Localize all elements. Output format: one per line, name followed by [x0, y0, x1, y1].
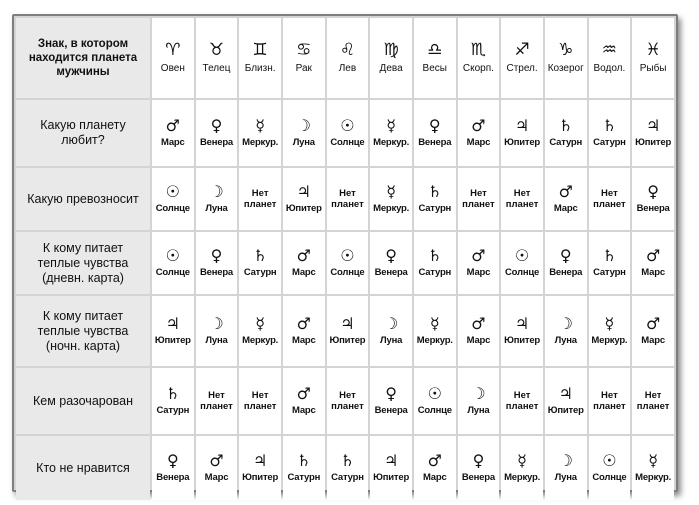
- planet-name: Марс: [291, 267, 316, 278]
- zodiac-sign-icon: ♊: [252, 40, 268, 60]
- sign-header: [239, 18, 281, 98]
- planet-symbol-icon: ♀: [559, 246, 572, 265]
- table-cell: [370, 232, 412, 294]
- planet-symbol-icon: ☿: [429, 314, 440, 333]
- sign-header: [632, 18, 674, 98]
- planet-symbol-icon: ♄: [558, 116, 573, 135]
- table-cell: [545, 168, 587, 230]
- table-cell: [196, 436, 238, 500]
- table-cell: [589, 436, 631, 500]
- sign-name: Рыбы: [639, 63, 667, 74]
- table-cell: [501, 232, 543, 294]
- planet-name: Луна: [380, 335, 403, 346]
- planet-symbol-icon: ♃: [514, 116, 530, 135]
- table-cell: [632, 168, 674, 230]
- planet-symbol-icon: ☿: [517, 451, 527, 470]
- planet-name: Марс: [466, 137, 491, 148]
- table-row: [16, 296, 674, 366]
- planet-symbol-icon: ☉: [340, 246, 355, 265]
- planet-name: Солнце: [330, 137, 365, 148]
- table-cell: [414, 436, 456, 500]
- planet-symbol-icon: ☿: [255, 314, 266, 333]
- corner-header: Знак, в котором находится планета мужчины: [16, 18, 150, 98]
- sign-name: Дева: [379, 63, 403, 74]
- planet-name: Солнце: [155, 203, 190, 214]
- planet-symbol-icon: ♄: [602, 246, 617, 265]
- table-cell: [414, 368, 456, 434]
- planet-name: Марс: [204, 472, 229, 483]
- table-cell: [196, 368, 238, 434]
- zodiac-sign-icon: ♐: [514, 40, 530, 60]
- planet-symbol-icon: ♀: [385, 246, 397, 265]
- table-cell: [501, 296, 543, 366]
- planet-name: Юпитер: [635, 137, 672, 148]
- planet-name: Венера: [199, 267, 234, 278]
- table-row: [16, 368, 674, 434]
- no-planet-text: Нет: [601, 188, 618, 199]
- planet-symbol-icon: ♂: [471, 314, 486, 333]
- table-cell: [370, 100, 412, 166]
- table-cell: [632, 232, 674, 294]
- no-planet-text: Нет: [601, 390, 618, 401]
- zodiac-sign-icon: ♑: [558, 40, 574, 60]
- no-planet-text: Нет: [208, 390, 225, 401]
- planet-symbol-icon: ♄: [252, 246, 268, 265]
- planet-symbol-icon: ♂: [296, 384, 311, 403]
- table-cell: [632, 436, 674, 500]
- planet-name: Солнце: [155, 267, 190, 278]
- no-planet-text: планет: [505, 401, 539, 412]
- table-cell: [545, 296, 587, 366]
- planet-symbol-icon: ♀: [210, 116, 223, 135]
- table-cell: [239, 368, 281, 434]
- table-cell: [327, 436, 369, 500]
- table-cell: [458, 368, 500, 434]
- table-cell: [632, 368, 674, 434]
- planet-symbol-icon: ♄: [602, 116, 617, 135]
- planet-symbol-icon: ☽: [558, 451, 573, 470]
- planet-name: Сатурн: [243, 267, 277, 278]
- no-planet-text: Нет: [251, 188, 269, 199]
- no-planet-text: планет: [462, 199, 495, 210]
- planet-name: Меркур.: [373, 203, 410, 214]
- planet-name: Венера: [199, 137, 234, 148]
- planet-symbol-icon: ☽: [209, 182, 224, 201]
- planet-name: Сатурн: [287, 472, 321, 483]
- planet-name: Венера: [461, 472, 495, 483]
- table-cell: [589, 168, 631, 230]
- zodiac-sign-icon: ♉: [208, 40, 225, 60]
- row-label: Кем разочарован: [16, 368, 150, 434]
- no-planet-text: планет: [505, 199, 539, 210]
- planet-name: Меркур.: [242, 335, 279, 346]
- table-row: [16, 436, 674, 500]
- planet-name: Марс: [466, 335, 491, 346]
- table-cell: [327, 368, 369, 434]
- zodiac-sign-icon: ♍: [383, 40, 399, 60]
- no-planet-text: Нет: [339, 390, 356, 401]
- sign-header: [327, 18, 369, 98]
- no-planet-text: планет: [331, 401, 364, 412]
- table-cell: [327, 296, 369, 366]
- planet-name: Венера: [156, 472, 190, 483]
- table-cell: [283, 296, 325, 366]
- planet-name: Солнце: [505, 267, 540, 278]
- planet-name: Меркур.: [373, 137, 410, 148]
- planet-symbol-icon: ☉: [514, 246, 530, 265]
- table-cell: [370, 168, 412, 230]
- planet-name: Сатурн: [331, 472, 364, 483]
- planet-name: Солнце: [330, 267, 365, 278]
- planet-name: Солнце: [592, 472, 627, 483]
- sign-name: Близн.: [244, 63, 276, 74]
- planet-symbol-icon: ♃: [252, 451, 268, 470]
- planet-symbol-icon: ♂: [558, 182, 573, 201]
- planet-symbol-icon: ♄: [340, 451, 355, 470]
- planet-symbol-icon: ☉: [427, 384, 442, 403]
- no-planet-text: планет: [243, 401, 277, 412]
- table-cell: [458, 100, 500, 166]
- planet-symbol-icon: ♀: [385, 384, 397, 403]
- planet-name: Сатурн: [418, 203, 452, 214]
- table-cell: [152, 168, 194, 230]
- sign-header: [414, 18, 456, 98]
- planet-name: Марс: [291, 405, 316, 416]
- table-row: [16, 232, 674, 294]
- table-cell: [458, 296, 500, 366]
- planet-symbol-icon: ♀: [210, 246, 223, 265]
- planet-name: Юпитер: [242, 472, 279, 483]
- planet-symbol-icon: ♂: [296, 314, 311, 333]
- planet-symbol-icon: ♄: [427, 246, 442, 265]
- table-cell: [632, 100, 674, 166]
- table-cell: [370, 296, 412, 366]
- no-planet-text: Нет: [644, 390, 662, 401]
- planet-name: Венера: [374, 405, 408, 416]
- planet-symbol-icon: ☽: [383, 314, 399, 333]
- row-label: Какую планету любит?: [16, 100, 150, 166]
- planet-name: Луна: [554, 472, 577, 483]
- planet-name: Юпитер: [154, 335, 191, 346]
- zodiac-sign-icon: ♋: [296, 40, 312, 60]
- table-cell: [283, 368, 325, 434]
- planet-name: Сатурн: [418, 267, 452, 278]
- planet-name: Венера: [374, 267, 408, 278]
- no-planet-text: планет: [243, 199, 277, 210]
- no-planet-text: Нет: [251, 390, 269, 401]
- planet-symbol-icon: ☿: [386, 182, 397, 201]
- table-cell: [589, 100, 631, 166]
- planet-name: Луна: [205, 203, 228, 214]
- planet-name: Марс: [291, 335, 316, 346]
- table-row: [16, 100, 674, 166]
- planet-symbol-icon: ♃: [296, 182, 311, 201]
- planet-symbol-icon: ♄: [296, 451, 311, 470]
- table-cell: [152, 296, 194, 366]
- zodiac-sign-icon: ♏: [470, 40, 487, 60]
- table-cell: [589, 296, 631, 366]
- zodiac-sign-icon: ♌: [339, 40, 356, 60]
- planet-name: Сатурн: [593, 267, 626, 278]
- planet-symbol-icon: ♀: [166, 451, 179, 470]
- planet-symbol-icon: ☽: [296, 116, 311, 135]
- planet-symbol-icon: ♂: [471, 246, 486, 265]
- table-cell: [152, 368, 194, 434]
- planet-symbol-icon: ☽: [558, 314, 573, 333]
- table-cell: [239, 168, 281, 230]
- planet-symbol-icon: ♂: [645, 246, 661, 265]
- table-cell: [414, 296, 456, 366]
- planet-name: Юпитер: [504, 335, 541, 346]
- table-cell: [327, 232, 369, 294]
- planet-name: Сатурн: [549, 137, 583, 148]
- planet-name: Меркур.: [416, 335, 453, 346]
- zodiac-sign-icon: ♎: [427, 40, 443, 60]
- planet-name: Марс: [641, 267, 665, 278]
- planet-symbol-icon: ♃: [383, 451, 399, 470]
- table-cell: [501, 168, 543, 230]
- planet-symbol-icon: ☉: [165, 246, 180, 265]
- planet-symbol-icon: ☿: [386, 116, 397, 135]
- sign-header: [458, 18, 500, 98]
- planet-name: Марс: [422, 472, 447, 483]
- sign-name: Рак: [295, 63, 312, 74]
- planet-symbol-icon: ☿: [604, 314, 615, 333]
- planet-symbol-icon: ♂: [209, 451, 224, 470]
- planet-name: Сатурн: [593, 137, 626, 148]
- zodiac-sign-icon: ♈: [165, 40, 181, 60]
- table-cell: [152, 100, 194, 166]
- planet-symbol-icon: ♂: [427, 451, 442, 470]
- table-row: [16, 168, 674, 230]
- planet-name: Юпитер: [285, 203, 322, 214]
- sign-name: Весы: [422, 63, 447, 74]
- planet-symbol-icon: ☉: [165, 182, 180, 201]
- planet-name: Марс: [641, 335, 665, 346]
- table-cell: [327, 168, 369, 230]
- planet-symbol-icon: ♃: [514, 314, 530, 333]
- planet-name: Меркур.: [504, 472, 541, 483]
- planet-symbol-icon: ♀: [647, 182, 659, 201]
- sign-name: Козерог: [547, 63, 584, 74]
- row-label: К кому питает теплые чувства (ночн. карта): [16, 296, 150, 366]
- zodiac-sign-icon: ♒: [601, 40, 618, 60]
- table-cell: [196, 100, 238, 166]
- no-planet-text: Нет: [470, 188, 487, 199]
- table-cell: [589, 368, 631, 434]
- planet-symbol-icon: ☉: [602, 451, 617, 470]
- sign-header: [370, 18, 412, 98]
- planet-name: Луна: [292, 137, 315, 148]
- planet-symbol-icon: ♄: [427, 182, 442, 201]
- planet-name: Юпитер: [373, 472, 410, 483]
- no-planet-text: Нет: [513, 188, 531, 199]
- planet-name: Меркур.: [591, 335, 628, 346]
- sign-header: [545, 18, 587, 98]
- planet-symbol-icon: ♂: [165, 116, 180, 135]
- header-row: [16, 18, 674, 98]
- no-planet-text: планет: [593, 401, 626, 412]
- sign-name: Телец: [202, 63, 231, 74]
- planet-symbol-icon: ♃: [645, 116, 661, 135]
- sign-header: [589, 18, 631, 98]
- planet-name: Марс: [553, 203, 578, 214]
- sign-header: [283, 18, 325, 98]
- planet-symbol-icon: ☿: [255, 116, 266, 135]
- table-cell: [152, 436, 194, 500]
- no-planet-text: планет: [200, 401, 233, 412]
- planet-symbol-icon: ☽: [471, 384, 486, 403]
- table-cell: [458, 436, 500, 500]
- planet-symbol-icon: ♂: [645, 314, 661, 333]
- planet-symbol-icon: ♃: [165, 314, 180, 333]
- sign-header: [152, 18, 194, 98]
- table-cell: [239, 232, 281, 294]
- planet-symbol-icon: ♃: [340, 314, 355, 333]
- planet-name: Луна: [205, 335, 228, 346]
- row-label: К кому питает теплые чувства (дневн. карта): [16, 232, 150, 294]
- table-cell: [632, 296, 674, 366]
- table-cell: [501, 100, 543, 166]
- planet-name: Солнце: [417, 405, 452, 416]
- planet-symbol-icon: ♀: [472, 451, 485, 470]
- zodiac-sign-icon: ♓: [645, 40, 661, 60]
- sign-header: [501, 18, 543, 98]
- planet-symbol-icon: ♂: [296, 246, 311, 265]
- planet-name: Меркур.: [635, 472, 672, 483]
- sign-name: Овен: [160, 63, 185, 74]
- planet-name: Юпитер: [504, 137, 541, 148]
- planet-name: Луна: [554, 335, 577, 346]
- planet-name: Меркур.: [242, 137, 279, 148]
- table-cell: [239, 100, 281, 166]
- table-cell: [196, 168, 238, 230]
- no-planet-text: планет: [593, 199, 626, 210]
- astrology-table: [14, 16, 676, 502]
- no-planet-text: планет: [636, 401, 670, 412]
- table-cell: [414, 232, 456, 294]
- table-cell: [458, 232, 500, 294]
- table-cell: [545, 436, 587, 500]
- planet-name: Венера: [549, 267, 583, 278]
- row-label: Какую превозносит: [16, 168, 150, 230]
- sign-header: [196, 18, 238, 98]
- planet-name: Сатурн: [156, 405, 190, 416]
- planet-name: Марс: [161, 137, 185, 148]
- no-planet-text: Нет: [513, 390, 531, 401]
- row-label: Кто не нравится: [16, 436, 150, 500]
- table-cell: [327, 100, 369, 166]
- table-cell: [501, 368, 543, 434]
- planet-name: Венера: [418, 137, 452, 148]
- table-cell: [501, 436, 543, 500]
- table-cell: [414, 168, 456, 230]
- astrology-table-frame: [12, 14, 678, 492]
- table-cell: [283, 100, 325, 166]
- table-cell: [545, 100, 587, 166]
- planet-name: Венера: [636, 203, 670, 214]
- planet-name: Юпитер: [329, 335, 366, 346]
- sign-name: Водол.: [593, 63, 626, 74]
- table-cell: [545, 368, 587, 434]
- table-cell: [370, 436, 412, 500]
- sign-name: Стрел.: [506, 63, 538, 74]
- planet-name: Юпитер: [547, 405, 584, 416]
- planet-symbol-icon: ♄: [165, 384, 180, 403]
- planet-symbol-icon: ♂: [471, 116, 486, 135]
- planet-symbol-icon: ♀: [428, 116, 441, 135]
- table-cell: [196, 232, 238, 294]
- table-cell: [152, 232, 194, 294]
- planet-symbol-icon: ☽: [209, 314, 224, 333]
- table-cell: [370, 368, 412, 434]
- planet-symbol-icon: ☿: [648, 451, 659, 470]
- planet-symbol-icon: ☉: [340, 116, 355, 135]
- planet-name: Луна: [467, 405, 490, 416]
- table-cell: [239, 296, 281, 366]
- table-cell: [283, 232, 325, 294]
- no-planet-text: планет: [331, 199, 364, 210]
- table-cell: [414, 100, 456, 166]
- table-cell: [589, 232, 631, 294]
- planet-name: Марс: [466, 267, 491, 278]
- table-cell: [196, 296, 238, 366]
- table-cell: [458, 168, 500, 230]
- sign-name: Лев: [338, 63, 357, 74]
- sign-name: Скорп.: [462, 63, 494, 74]
- no-planet-text: Нет: [339, 188, 356, 199]
- table-cell: [283, 168, 325, 230]
- table-cell: [545, 232, 587, 294]
- planet-symbol-icon: ♃: [558, 384, 573, 403]
- table-cell: [239, 436, 281, 500]
- table-cell: [283, 436, 325, 500]
